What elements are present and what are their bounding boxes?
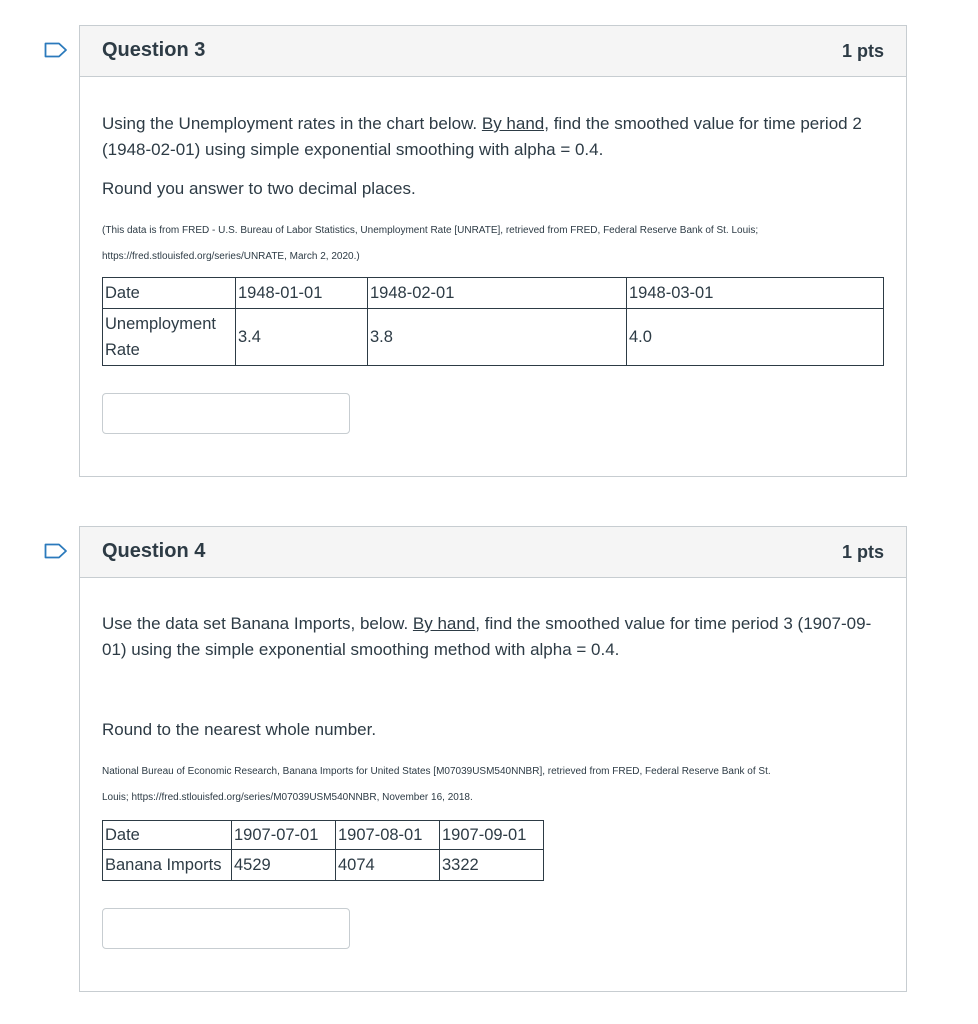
- question-4-card: [79, 526, 907, 992]
- table-header-cell: Date: [103, 821, 232, 850]
- question-title: Question 4: [102, 540, 206, 562]
- question-points: 1 pts: [841, 41, 884, 61]
- table-cell: 1907-09-01: [440, 821, 544, 850]
- question-prompt: Using the Unemployment rates in the chart below. By hand, find the smoothed value for time period 2 (1948-02-01) using simple exponential smoothing with alpha = 0.4.: [102, 114, 862, 159]
- data-table: [102, 277, 884, 366]
- emphasis-by-hand: By hand,: [481, 114, 549, 133]
- question-body: [80, 611, 906, 949]
- question-prompt: Use the data set Banana Imports, below. By hand, find the smoothed value for time period 3 (1907-09-01) using the simple exponential smoothing method with alpha = 0.4.: [102, 614, 872, 659]
- answer-input[interactable]: [102, 908, 350, 949]
- table-cell: 4.0: [627, 309, 884, 366]
- table-row: [103, 850, 544, 881]
- table-row: [103, 309, 884, 366]
- table-cell: 3322: [440, 850, 544, 881]
- table-cell: 1948-01-01: [236, 278, 368, 309]
- table-row: [103, 278, 884, 309]
- table-header-cell: Date: [103, 278, 236, 309]
- table-cell: 1948-03-01: [627, 278, 884, 309]
- table-cell: 4074: [336, 850, 440, 881]
- table-cell: 1907-08-01: [336, 821, 440, 850]
- question-header: [80, 26, 906, 77]
- question-title: Question 3: [102, 39, 206, 61]
- data-table: [102, 820, 544, 881]
- question-instruction: Round to the nearest whole number.: [102, 720, 377, 739]
- table-header-cell: Banana Imports: [103, 850, 232, 881]
- question-points: 1 pts: [841, 542, 884, 562]
- question-header: [80, 527, 906, 578]
- table-cell: 3.8: [368, 309, 627, 366]
- emphasis-by-hand: By hand: [412, 614, 476, 633]
- flag-question-icon[interactable]: [44, 543, 68, 559]
- question-instruction: Round you answer to two decimal places.: [102, 179, 416, 198]
- data-source-citation: (This data is from FRED - U.S. Bureau of Labor Statistics, Unemployment Rate [UNRATE], retrieved from FRED, Federal Reserve Bank of St. Louis; https://fred.stlouisfed.org/series/UNRATE, March 2, 2020.): [102, 225, 759, 262]
- data-source-citation: National Bureau of Economic Research, Banana Imports for United States [M07039USM540NNBR], retrieved from FRED, Federal Reserve Bank of St. Louis; https://fred.stlouisfed.org/series/M07039USM540NNBR, November 16, 2018.: [102, 766, 771, 803]
- flag-question-icon[interactable]: [44, 42, 68, 58]
- table-row: [103, 821, 544, 850]
- table-header-cell: Unemployment Rate: [103, 309, 236, 366]
- answer-input[interactable]: [102, 393, 350, 434]
- table-cell: 1948-02-01: [368, 278, 627, 309]
- table-cell: 1907-07-01: [232, 821, 336, 850]
- question-3-card: [79, 25, 907, 477]
- question-body: [80, 111, 906, 434]
- table-cell: 3.4: [236, 309, 368, 366]
- table-cell: 4529: [232, 850, 336, 881]
